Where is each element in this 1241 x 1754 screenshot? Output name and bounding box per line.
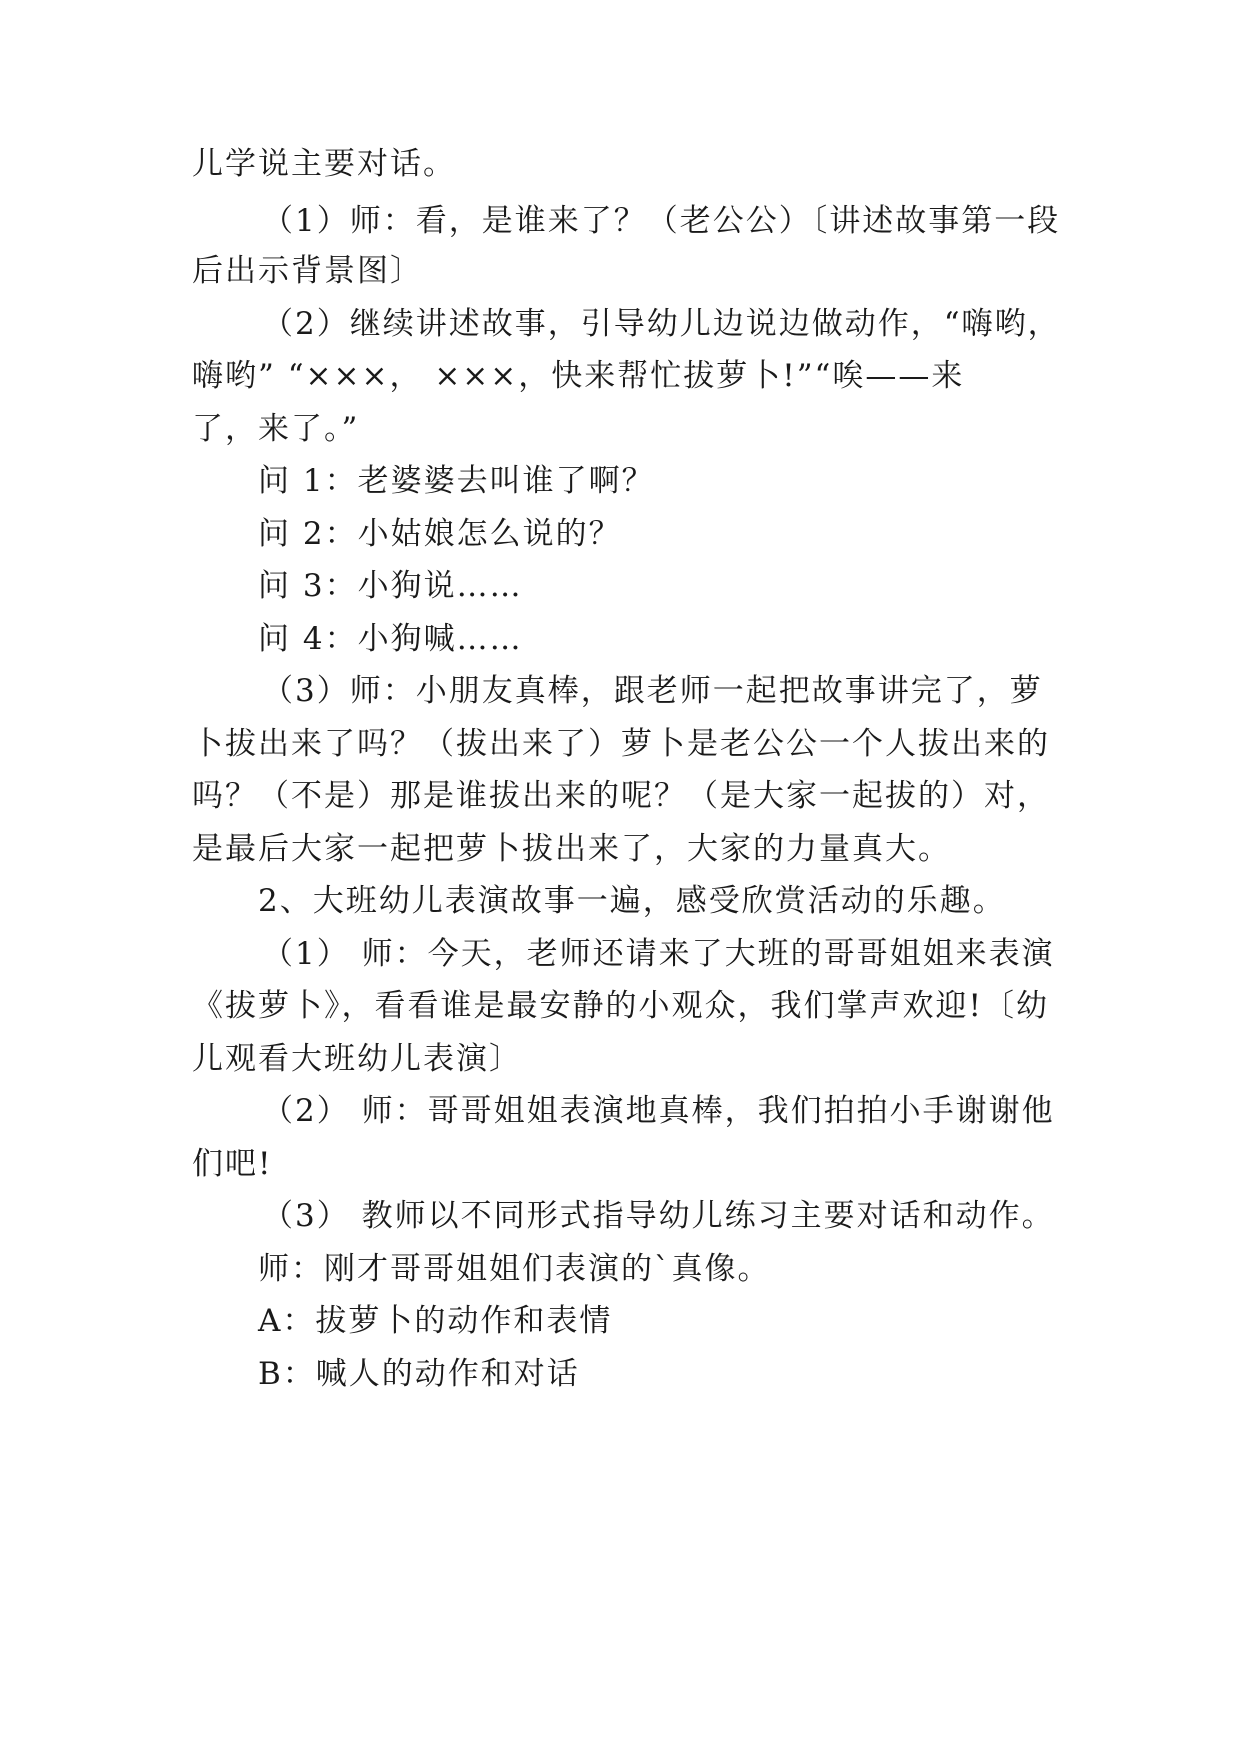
text-line: 后出示背景图〕	[192, 253, 423, 289]
list-item-b: B：喊人的动作和对话	[258, 1356, 580, 1392]
text-line: 《拔萝卜》，看看谁是最安静的小观众，我们掌声欢迎!〔幼	[192, 988, 1049, 1024]
question-line-1: 问 1：老婆婆去叫谁了啊？	[258, 463, 655, 499]
list-item-a: A：拔萝卜的动作和表情	[258, 1303, 613, 1339]
text-line-teacher: 师：刚才哥哥姐姐们表演的`真像。	[258, 1251, 771, 1287]
section-heading-2: 2、大班幼儿表演故事一遍，感受欣赏活动的乐趣。	[258, 883, 1006, 919]
text-line: 们吧!	[192, 1146, 273, 1182]
text-line-continuation: 儿学说主要对话。	[192, 146, 456, 182]
question-line-2: 问 2：小姑娘怎么说的？	[258, 516, 622, 552]
text-line: 是最后大家一起把萝卜拔出来了，大家的力量真大。	[192, 831, 951, 867]
text-line-substep-1: （1） 师：今天，老师还请来了大班的哥哥姐姐来表演	[262, 936, 1055, 972]
text-line: 吗？（不是）那是谁拔出来的呢？（是大家一起拔的）对，	[192, 778, 1050, 814]
text-line-step-1: （1）师：看，是谁来了？（老公公）〔讲述故事第一段	[262, 203, 1061, 239]
question-line-4: 问 4：小狗喊……	[258, 621, 523, 657]
text-line: 了，来了。”	[192, 411, 360, 447]
question-line-3: 问 3：小狗说……	[258, 568, 523, 604]
text-line-step-2: （2）继续讲述故事，引导幼儿边说边做动作，“嗨哟，	[262, 306, 1061, 342]
text-line: 卜拔出来了吗？（拔出来了）萝卜是老公公一个人拔出来的	[192, 726, 1050, 762]
text-line-substep-3: （3） 教师以不同形式指导幼儿练习主要对话和动作。	[262, 1198, 1055, 1234]
text-line-substep-2: （2） 师：哥哥姐姐表演地真棒，我们拍拍小手谢谢他	[262, 1093, 1055, 1129]
text-line-step-3: （3）师：小朋友真棒，跟老师一起把故事讲完了，萝	[262, 673, 1043, 709]
text-line: 儿观看大班幼儿表演〕	[192, 1041, 522, 1077]
text-line: 嗨哟” “×××， ×××，快来帮忙拔萝卜!”“唉——来	[192, 358, 965, 394]
